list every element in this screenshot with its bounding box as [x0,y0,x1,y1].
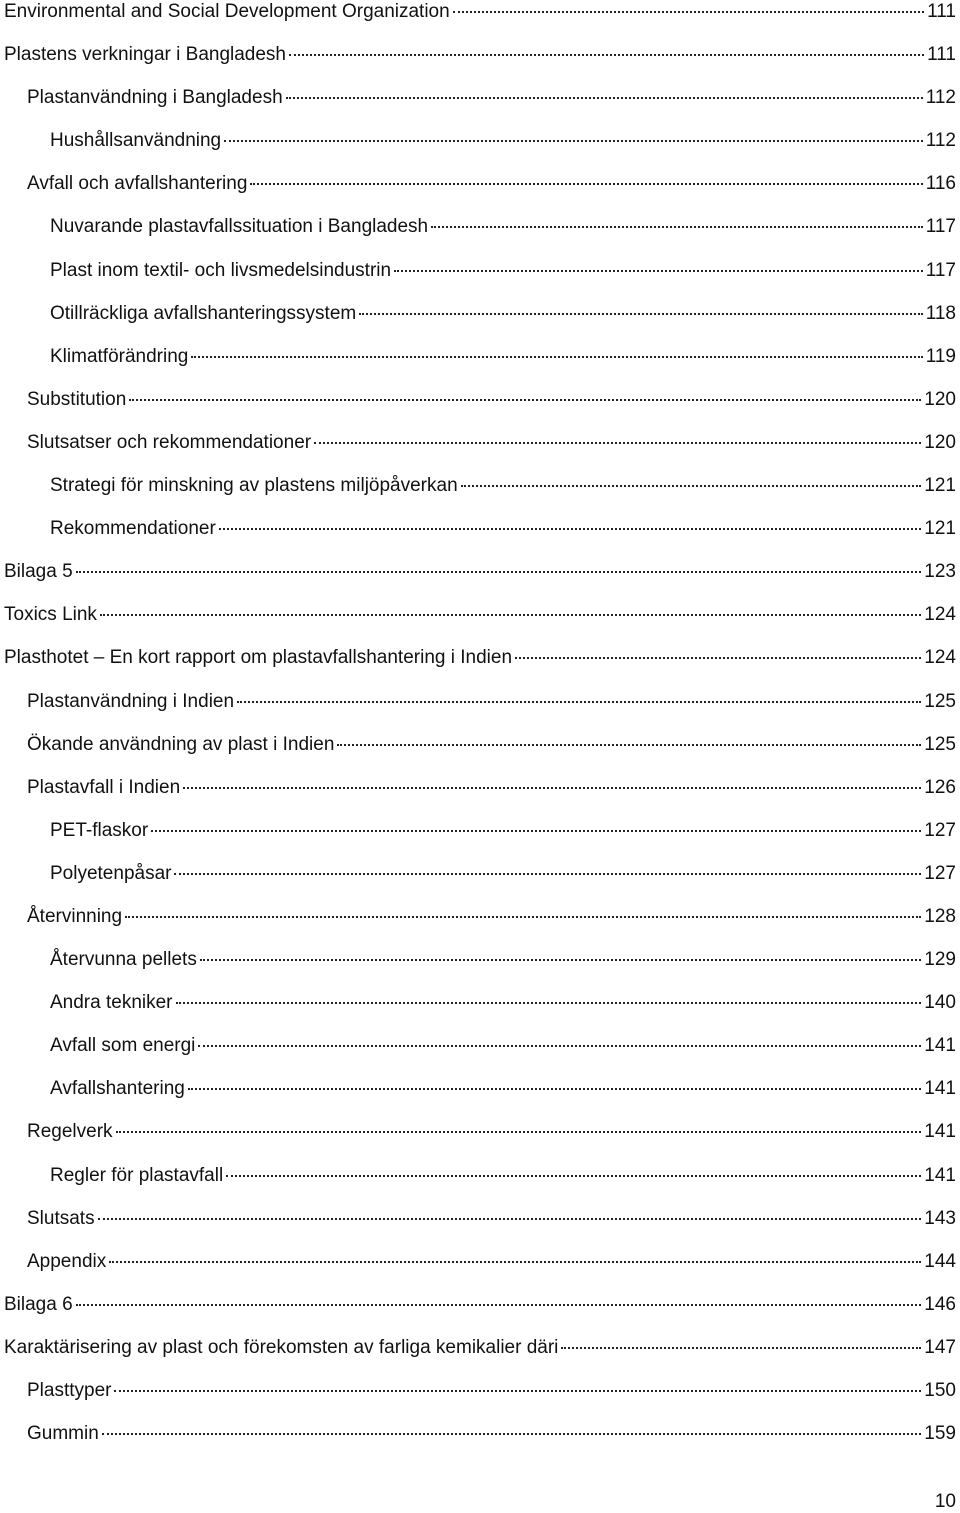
toc-dot-leader [125,916,921,918]
toc-entry-title: Plastens verkningar i Bangladesh [4,44,287,66]
toc-entry-page: 124 [924,647,956,669]
toc-entry-title: Strategi för minskning av plastens miljöpåverkan [50,475,458,497]
toc-entry-page: 141 [924,1164,956,1186]
toc-entry-page: 118 [925,302,956,324]
toc-entry-title: Regelverk [27,1121,113,1143]
toc-entry-page: 120 [924,431,956,453]
toc-entry-title: Plastanvändning i Indien [27,690,235,712]
toc-entry[interactable] [4,259,956,302]
toc-entry[interactable] [4,646,956,689]
toc-entry-title: Gummin [27,1423,99,1445]
toc-dot-leader [515,657,921,659]
toc-entry-title: Polyetenpåsar [50,862,172,884]
toc-entry-title: Appendix [27,1250,107,1272]
toc-dot-leader [116,1131,922,1133]
toc-entry-page: 125 [924,733,956,755]
toc-entry-page: 147 [924,1336,956,1358]
toc-dot-leader [224,140,923,142]
toc-entry-page: 127 [924,862,956,884]
toc-entry-title: Återvinning [27,905,123,927]
toc-entry[interactable] [4,905,956,948]
toc-entry[interactable] [4,431,956,474]
toc-dot-leader [102,1433,922,1435]
toc-dot-leader [198,1045,921,1047]
toc-entry[interactable] [4,388,956,431]
toc-entry-page: 141 [924,1121,956,1143]
toc-entry-title: Avfallshantering [50,1078,185,1100]
toc-entry[interactable] [4,991,956,1034]
toc-entry-page: 112 [925,130,956,152]
toc-entry-page: 117 [925,259,956,281]
toc-entry-title: Rekommendationer [50,518,216,540]
toc-entry-page: 150 [924,1380,956,1401]
toc-entry-title: Otillräckliga avfallshanteringssystem [50,302,357,324]
toc-entry[interactable] [4,345,956,388]
toc-entry-page: 121 [924,475,956,497]
toc-entry-page: 124 [924,604,956,626]
toc-entry[interactable] [4,733,956,776]
toc-entry-title: Slutsats [27,1207,95,1229]
toc-entry-title: Avfall som energi [50,1035,196,1057]
toc-dot-leader [337,744,921,746]
toc-dot-leader [453,11,924,13]
table-of-contents [4,0,956,1465]
toc-entry-title: PET-flaskor [50,819,149,841]
toc-dot-leader [76,571,922,573]
toc-entry-page: 111 [927,1,956,22]
toc-entry-title: Klimatförändring [50,345,189,367]
toc-entry-title: Slutsatser och rekommendationer [27,431,312,453]
toc-entry-page: 123 [924,561,956,583]
toc-entry[interactable] [4,603,956,646]
toc-entry-page: 141 [924,1078,956,1100]
toc-dot-leader [237,701,921,703]
toc-entry-page: 143 [924,1207,956,1229]
toc-entry-title: Plastanvändning i Bangladesh [27,87,283,109]
toc-entry[interactable] [4,474,956,517]
toc-dot-leader [100,614,921,616]
toc-entry-page: 128 [924,905,956,927]
toc-entry-title: Avfall och avfallshantering [27,173,248,195]
toc-dot-leader [114,1390,921,1392]
toc-dot-leader [129,399,921,401]
toc-entry-title: Environmental and Social Development Organization [4,1,450,22]
toc-entry-page: 146 [924,1293,956,1315]
toc-dot-leader [109,1261,921,1263]
toc-entry[interactable] [4,1207,956,1250]
toc-dot-leader [174,873,921,875]
toc-dot-leader [286,97,923,99]
toc-dot-leader [314,442,921,444]
toc-entry-title: Plast inom textil- och livsmedelsindustrin [50,259,392,281]
toc-entry-title: Ökande användning av plast i Indien [27,733,335,755]
toc-entry[interactable] [4,43,956,86]
toc-entry-title: Plasthotet – En kort rapport om plastavfallshantering i Indien [4,647,513,669]
toc-entry-page: 116 [925,173,956,195]
toc-entry-page: 141 [924,1035,956,1057]
toc-entry-title: Bilaga 6 [4,1293,73,1315]
toc-dot-leader [188,1088,921,1090]
toc-entry[interactable] [4,129,956,172]
toc-entry-page: 144 [924,1250,956,1272]
toc-entry-title: Plastavfall i Indien [27,776,181,798]
toc-entry[interactable] [4,776,956,819]
toc-entry[interactable] [4,172,956,215]
toc-entry-page: 121 [924,518,956,540]
toc-entry-title: Toxics Link [4,604,97,626]
toc-dot-leader [431,226,923,228]
toc-entry-title: Substitution [27,388,127,410]
toc-entry[interactable] [4,1164,956,1207]
toc-dot-leader [289,54,924,56]
toc-entry[interactable] [4,0,956,43]
toc-entry-page: 120 [924,388,956,410]
toc-entry-page: 127 [924,819,956,841]
toc-entry[interactable] [4,1422,956,1465]
toc-entry-title: Nuvarande plastavfallssituation i Bangladesh [50,216,429,238]
toc-dot-leader [200,959,921,961]
toc-dot-leader [461,485,922,487]
toc-entry[interactable] [4,948,956,991]
toc-dot-leader [191,356,922,358]
toc-entry[interactable] [4,862,956,905]
toc-dot-leader [98,1218,922,1220]
toc-entry-page: 112 [925,87,956,109]
toc-entry-title: Regler för plastavfall [50,1164,224,1186]
toc-entry[interactable] [4,86,956,129]
toc-dot-leader [561,1347,921,1349]
toc-entry-title: Andra tekniker [50,992,173,1014]
toc-dot-leader [226,1175,921,1177]
toc-entry-page: 119 [925,345,956,367]
toc-entry-page: 159 [924,1423,956,1445]
toc-entry[interactable] [4,1379,956,1422]
toc-entry-page: 111 [927,44,956,66]
toc-entry-title: Karaktärisering av plast och förekomsten av farliga kemikalier däri [4,1336,559,1358]
toc-entry-page: 140 [924,992,956,1014]
toc-entry-title: Bilaga 5 [4,561,73,583]
toc-dot-leader [76,1304,922,1306]
toc-entry[interactable] [4,302,956,345]
toc-dot-leader [176,1002,922,1004]
toc-dot-leader [183,787,921,789]
toc-entry[interactable] [4,1293,956,1336]
toc-entry[interactable] [4,560,956,603]
toc-entry[interactable] [4,1120,956,1163]
toc-dot-leader [394,270,923,272]
toc-entry[interactable] [4,1034,956,1077]
toc-entry-page: 126 [924,776,956,798]
toc-entry-page: 117 [925,216,956,238]
toc-entry[interactable] [4,1336,956,1379]
toc-entry[interactable] [4,215,956,258]
toc-entry-page: 125 [924,690,956,712]
toc-entry[interactable] [4,690,956,733]
toc-dot-leader [151,830,921,832]
toc-dot-leader [219,528,921,530]
toc-dot-leader [359,313,922,315]
toc-entry-title: Återvunna pellets [50,949,197,971]
toc-entry[interactable] [4,819,956,862]
toc-entry-title: Plasttyper [27,1380,112,1401]
toc-entry[interactable] [4,1250,956,1293]
toc-entry-title: Hushållsanvändning [50,130,222,152]
toc-dot-leader [250,183,922,185]
toc-entry-page: 129 [924,949,956,971]
page-number: 10 [934,1491,956,1512]
toc-entry[interactable] [4,517,956,560]
toc-entry[interactable] [4,1077,956,1120]
